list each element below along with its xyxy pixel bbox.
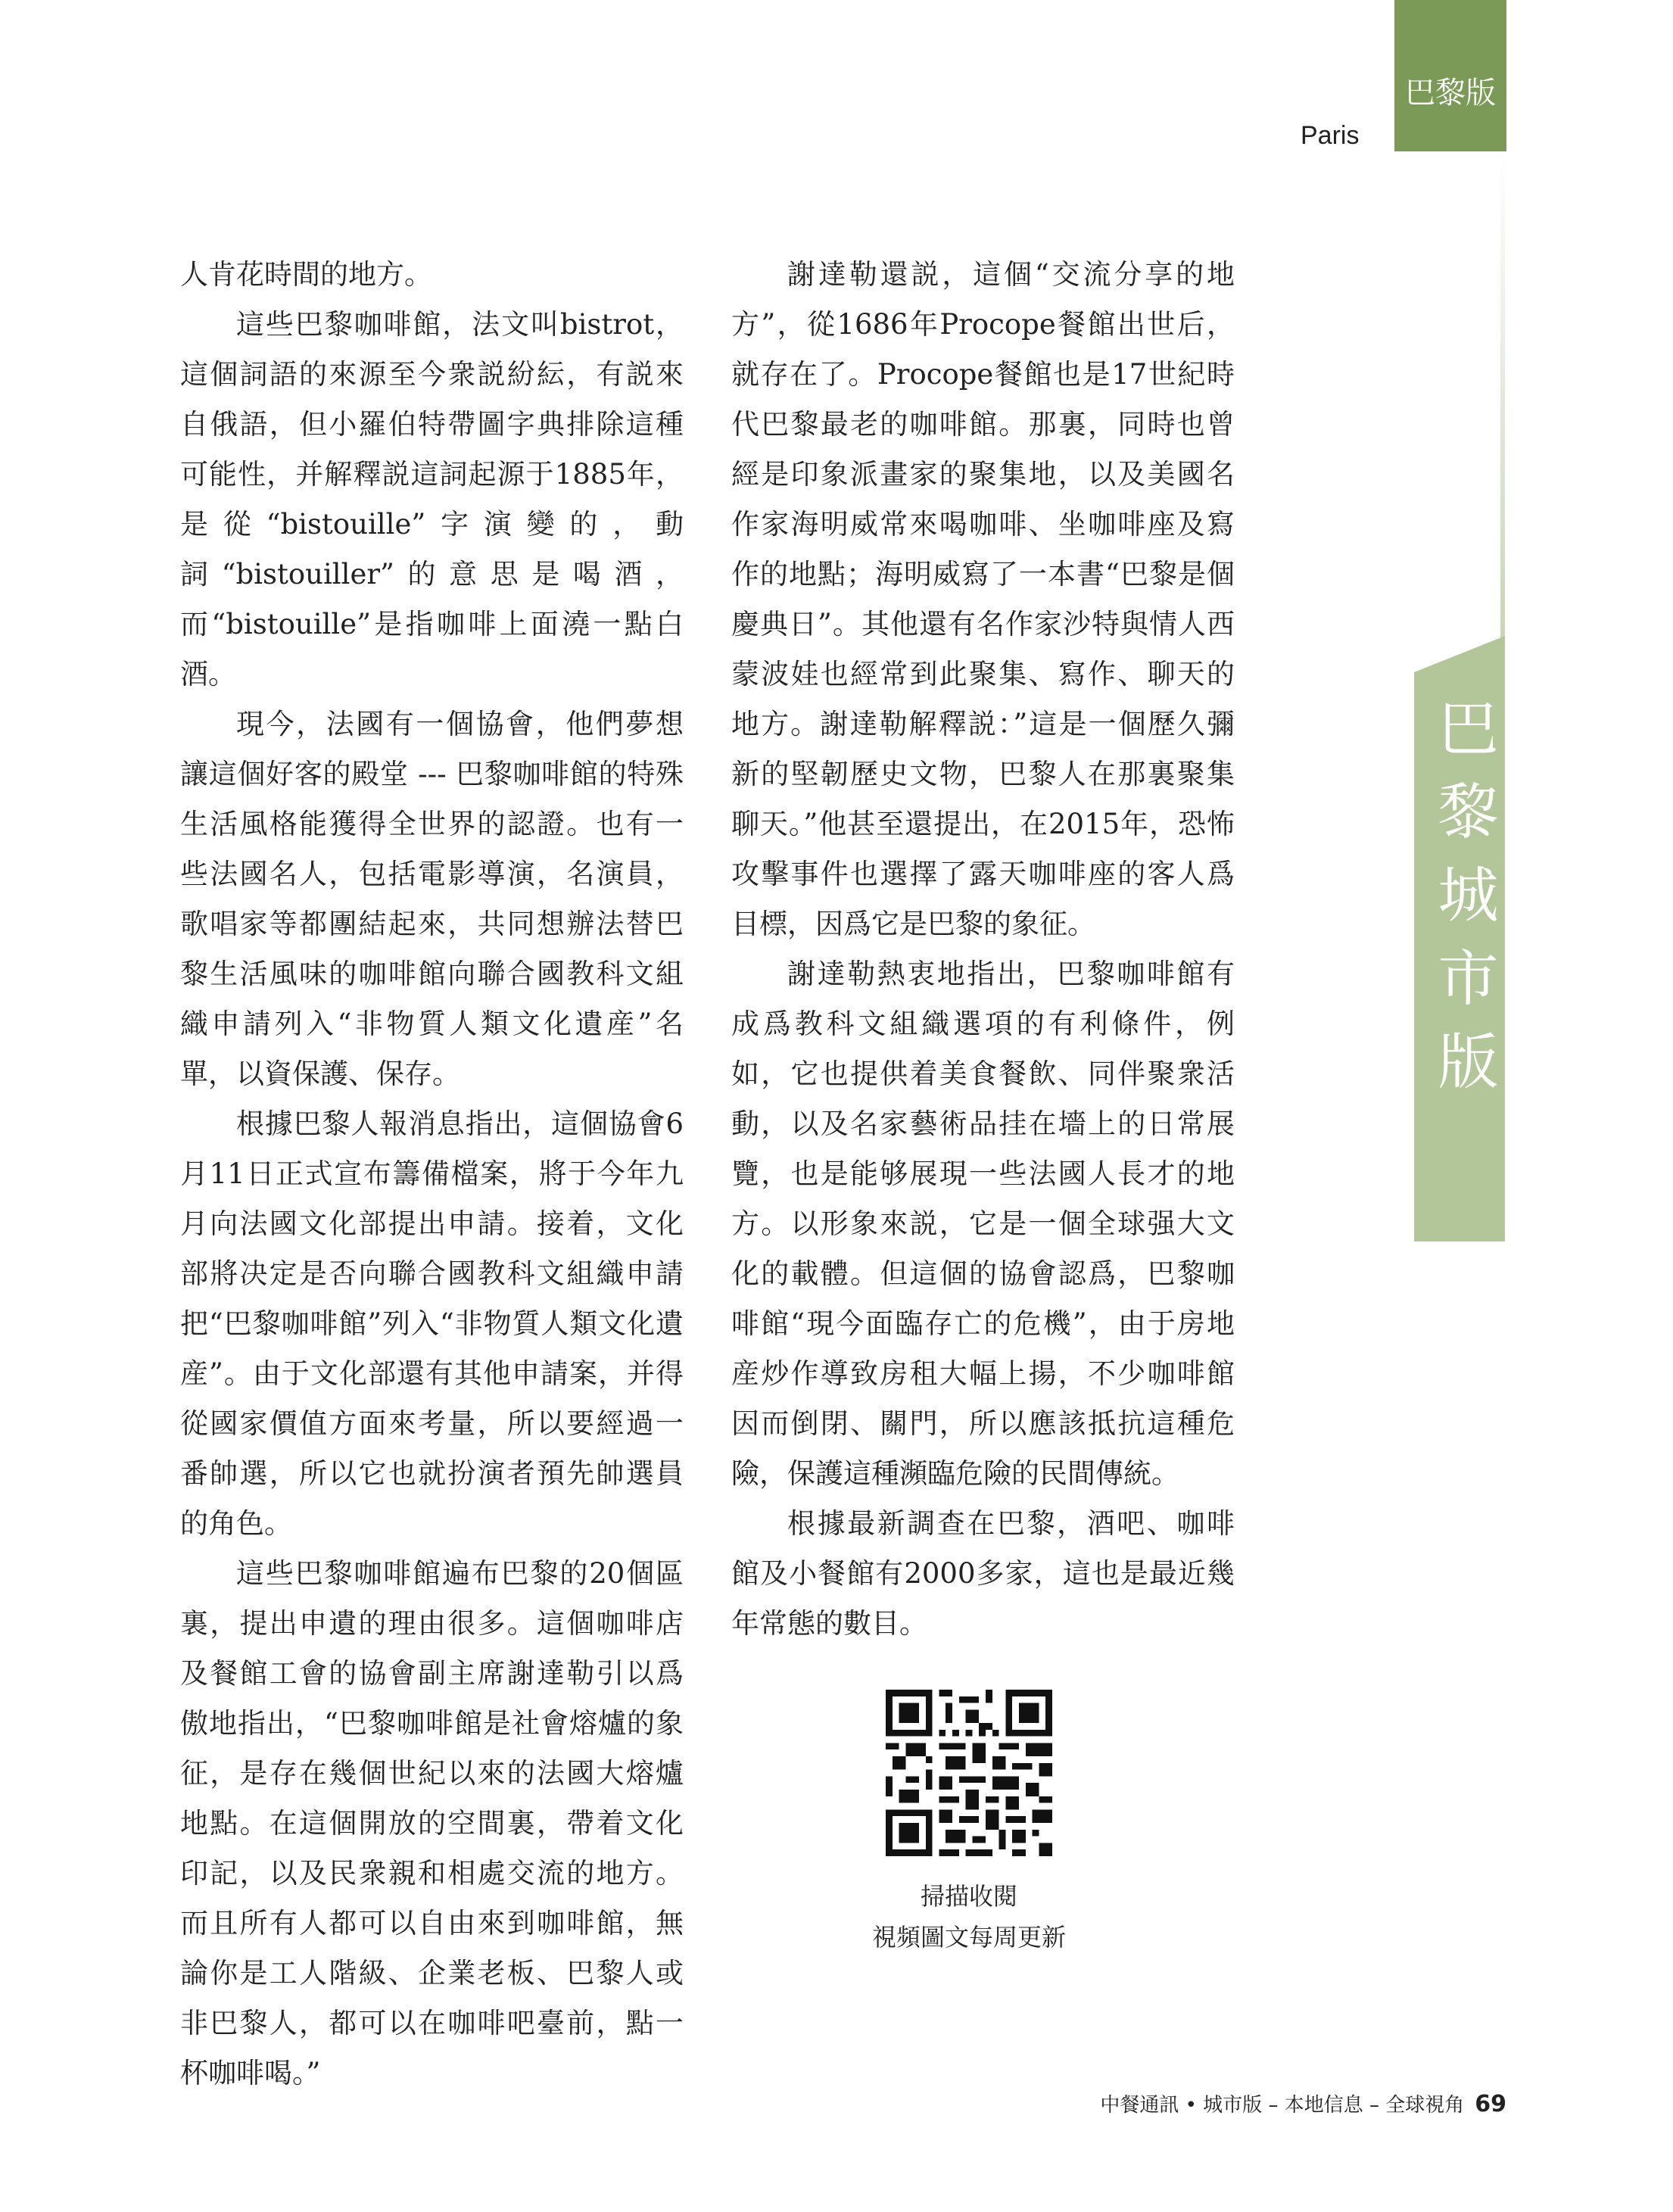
left-paragraph-2: 這些巴黎咖啡館，法文叫bistrot，這個詞語的來源至今衆説紛紜，有説來自俄語，但小羅伯特帶圖字典排除這種可能性，并解釋説這詞起源于1885年，是從“bistouille”字演變的，動詞“bistouiller”的意思是喝酒，而“bistouille”是指咖啡上面澆一點白酒。 [180,308,684,690]
left-column [180,250,684,2098]
qr-caption-line-1: 掃描收閱 [920,1882,1017,1911]
qr-caption [818,1876,1120,1958]
footer-text: 中餐通訊 • 城市版 – 本地信息 – 全球視角 [1100,2094,1465,2117]
edition-tab [1394,0,1506,151]
edition-label: 巴黎版 [1405,76,1496,111]
left-paragraph-4: 根據巴黎人報消息指出，這個協會6月11日正式宣布籌備檔案，將于今年九月向法國文化部提出申請。接着，文化部將决定是否向聯合國教科文組織申請把“巴黎咖啡館”列入“非物質人類文化遺産”。由于文化部還有其他申請案，并得從國家價值方面來考量，所以要經過一番帥選，所以它也就扮演者預先帥選員的角色。 [180,1108,684,1540]
page-number: 69 [1475,2091,1506,2117]
page-footer [1100,2089,1506,2117]
side-divider [1500,151,1505,643]
right-paragraph-2: 謝達勒熱衷地指出，巴黎咖啡館有成爲教科文組織選項的有利條件，例如，它也提供着美食餐飲、同伴聚衆活動，以及名家藝術品挂在墻上的日常展覽，也是能够展現一些法國人長才的地方。以形象來説，它是一個全球强大文化的載體。但這個的協會認爲，巴黎咖啡館“現今面臨存亡的危機”，由于房地産炒作導致房租大幅上揚，不少咖啡館因而倒閉、關門，所以應該抵抗這種危險，保護這種瀕臨危險的民間傳統。 [731,958,1235,1490]
left-paragraph-3: 現今，法國有一個協會，他們夢想讓這個好客的殿堂 --- 巴黎咖啡館的特殊生活風格能獲得全世界的認證。也有一些法國名人，包括電影導演，名演員，歌唱家等都團結起來，共同想辦法替巴黎生活風味的咖啡館向聯合國教科文組織申請列入“非物質人類文化遺産”名單，以資保護、保存。 [180,708,684,1090]
qr-caption-line-2: 視頻圖文每周更新 [871,1923,1066,1952]
right-paragraph-3: 根據最新調查在巴黎，酒吧、咖啡館及小餐館有2000多家，這也是最近幾年常態的數目。 [731,1507,1235,1640]
side-tab-label: 巴黎城市版 [1428,696,1498,1113]
qr-code[interactable] [886,1690,1052,1856]
right-paragraph-1: 謝達勒還説，這個“交流分享的地方”，從1686年Procope餐館出世后，就存在了。Procope餐館也是17世紀時代巴黎最老的咖啡館。那裏，同時也曾經是印象派畫家的聚集地，以及美國名作家海明威常來喝咖啡、坐咖啡座及寫作的地點；海明威寫了一本書“巴黎是個慶典日”。其他還有名作家沙特與情人西蒙波娃也經常到此聚集、寫作、聊天的地方。謝達勒解釋説：”這是一個歷久彌新的堅韌歷史文物，巴黎人在那裏聚集聊天。”他甚至還提出，在2015年，恐怖攻擊事件也選擇了露天咖啡座的客人爲目標，因爲它是巴黎的象征。 [731,258,1235,940]
city-name: Paris [1301,121,1360,150]
right-column [731,250,1235,1649]
left-paragraph-1: 人肯花時間的地方。 [180,258,432,291]
left-paragraph-5: 這些巴黎咖啡館遍布巴黎的20個區裏，提出申遺的理由很多。這個咖啡店及餐館工會的協會副主席謝達勒引以爲傲地指出，“巴黎咖啡館是社會熔爐的象征，是存在幾個世紀以來的法國大熔爐地點。在這個開放的空間裏，帶着文化印記，以及民衆親和相處交流的地方。而且所有人都可以自由來到咖啡館，無論你是工人階級、企業老板、巴黎人或非巴黎人，都可以在咖啡吧臺前，點一杯咖啡喝。” [180,1557,684,2089]
